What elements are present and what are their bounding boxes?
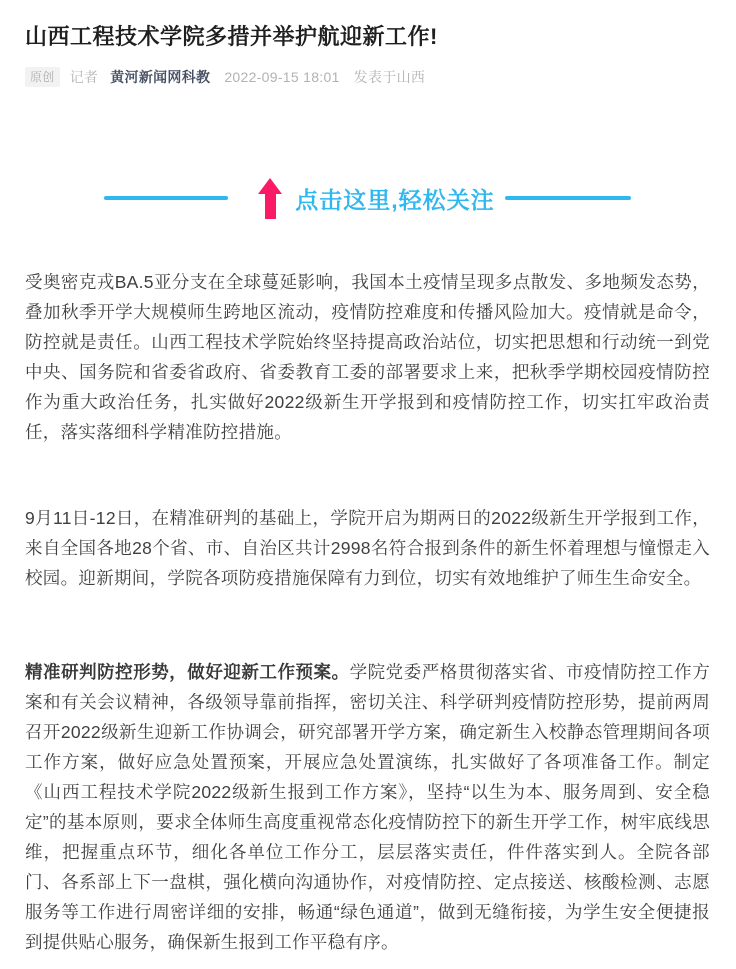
paragraph [25,267,710,447]
article-body [25,267,710,957]
author-label: 记者 [69,69,99,85]
publish-location: 发表于山西 [353,69,426,85]
paragraph-text: 受奥密克戎BA.5亚分支在全球蔓延影响，我国本土疫情呈现多点散发、多地频发态势，叠加秋季开学大规模师生跨地区流动，疫情防控难度和传播风险加大。疫情就是命令，防控就是责任。山西工程技术学院始终坚持提高政治站位，切实把思想和行动统一到党中央、国务院和省委省政府、省委教育工委的部署要求上来，把秋季学期校园疫情防控作为重大政治任务，扎实做好2022级新生开学报到和疫情防控工作，切实扛牢政治责任，落实落细科学精准防控措施。 [25,272,710,442]
up-arrow-stem [265,194,276,219]
account-name-link[interactable]: 黄河新闻网科教 [110,69,211,85]
up-arrow-head [258,178,282,194]
banner-left-line [104,196,228,200]
follow-banner[interactable] [25,175,710,221]
banner-right-line [505,196,631,200]
paragraph-lead: 精准研判防控形势，做好迎新工作预案。 [25,662,350,682]
follow-banner-text: 点击这里,轻松关注 [295,186,495,213]
paragraph [25,503,710,593]
paragraph-text: 学院党委严格贯彻落实省、市疫情防控工作方案和有关会议精神，各级领导靠前指挥，密切关注、科学研判疫情防控形势，提前两周召开2022级新生迎新工作协调会，研究部署开学方案，确定新生入校静态管理期间各项工作方案，做好应急处置预案，开展应急处置演练，扎实做好了各项准备工作。制定《山西工程技术学院2022级新生报到工作方案》，坚持“以生为本、服务周到、安全稳定”的基本原则，要求全体师生高度重视常态化疫情防控下的新生开学工作，树牢底线思维，把握重点环节，细化各单位工作分工，层层落实责任，件件落实到人。全院各部门、各系部上下一盘棋，强化横向沟通协作，对疫情防控、定点接送、核酸检测、志愿服务等工作进行周密详细的安排，畅通“绿色通道”，做到无缝衔接，为学生安全便捷报到提供贴心服务，确保新生报到工作平稳有序。 [25,662,711,952]
paragraph-text: 9月11日-12日，在精准研判的基础上，学院开启为期两日的2022级新生开学报到工作，来自全国各地28个省、市、自治区共计2998名符合报到条件的新生怀着理想与憧憬走入校园。迎新期间，学院各项防疫措施保障有力到位，切实有效地维护了师生生命安全。 [25,508,710,588]
original-badge: 原创 [25,67,60,87]
article-meta [25,67,710,87]
paragraph [25,657,710,957]
up-arrow-icon [258,178,282,219]
page-title: 山西工程技术学院多措并举护航迎新工作! [25,24,438,49]
publish-time: 2022-09-15 18:01 [224,69,340,85]
